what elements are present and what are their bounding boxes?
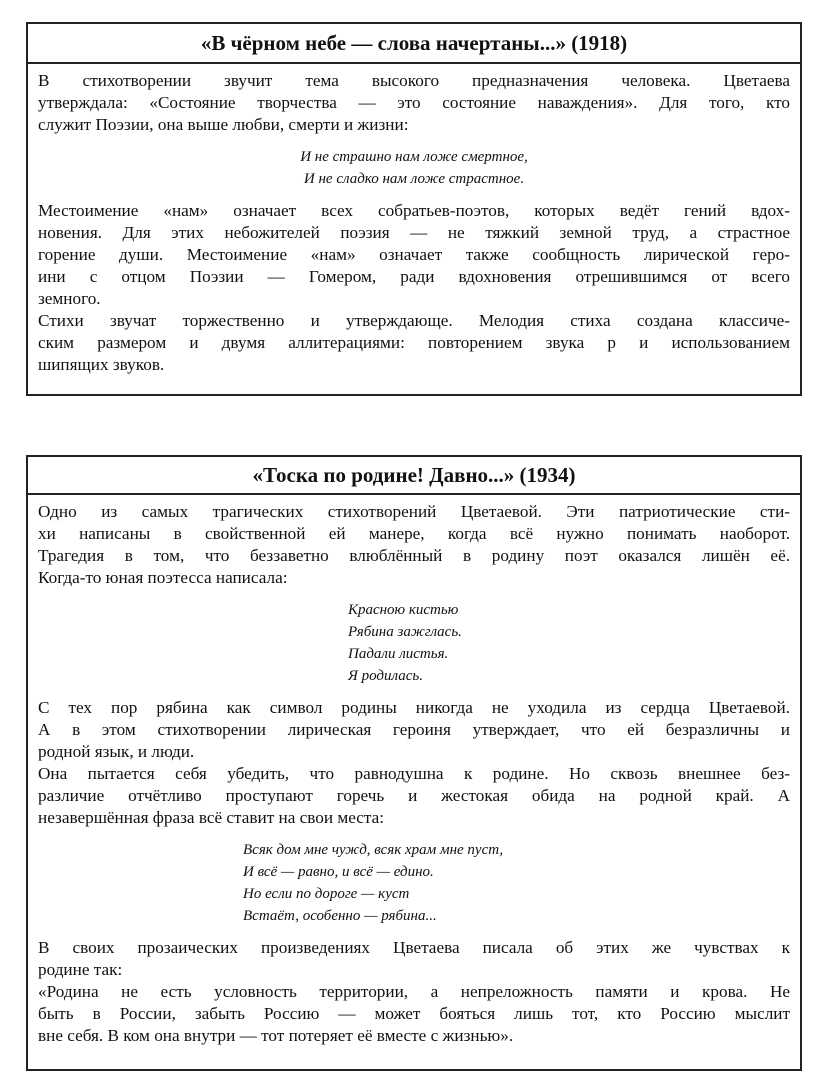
text-line: шипящих звуков. (38, 355, 165, 374)
text-line: различие отчётливо проступают горечь и жестокая обида на родной край. А (38, 786, 790, 805)
text-line: новения. Для этих небожителей поэзия — не тяжкий земной труд, а страстное (38, 223, 790, 242)
text-line: родине так: (38, 960, 123, 979)
text-line: земного. (38, 289, 101, 308)
text-line: В своих прозаических произведениях Цветаева писала об этих же чувствах к (38, 938, 790, 957)
text-line: Одно из самых трагических стихотворений Цветаевой. Эти патриотические сти- (38, 502, 790, 521)
paragraph (38, 70, 790, 136)
text-line: хи написаны в свойственной ей манере, когда всё нужно понимать наоборот. (38, 524, 790, 543)
poem-line: Встаёт, особенно — рябина... (243, 908, 437, 924)
text-line: «Родина не есть условность территории, а непреложность памяти и крова. Не (38, 982, 790, 1001)
poem-quote (38, 599, 790, 687)
section-title: «Тоска по родине! Давно...» (1934) (28, 457, 800, 495)
section-content (28, 64, 800, 376)
poem-line: Всяк дом мне чужд, всяк храм мне пуст, (243, 842, 504, 858)
poem-quote (38, 146, 790, 190)
poem-line: Красною кистью (348, 602, 459, 618)
paragraph (38, 200, 790, 310)
text-line: горение души. Местоимение «нам» означает также сообщность лирической геро- (38, 245, 790, 264)
paragraph (38, 763, 790, 829)
paragraph (38, 501, 790, 589)
text-line: ини с отцом Поэзии — Гомером, ради вдохновения отрешившимся от всего (38, 267, 790, 286)
text-line: Трагедия в том, что беззаветно влюблённый в родину поэт оказался лишён её. (38, 546, 790, 565)
paragraph (38, 697, 790, 763)
text-line: Она пытается себя убедить, что равнодушна к родине. Но сквозь внешнее без- (38, 764, 790, 783)
text-line: вне себя. В ком она внутри — тот потеряет её вместе с жизнью». (38, 1026, 514, 1045)
section-box-1918 (26, 22, 802, 396)
text-line: А в этом стихотворении лирическая героиня утверждает, что ей безразличны и (38, 720, 790, 739)
poem-line: И не сладко нам ложе страстное. (303, 171, 525, 187)
paragraph (38, 310, 790, 376)
text-line: С тех пор рябина как символ родины никогда не уходила из сердца Цветаевой. (38, 698, 790, 717)
poem-line: И всё — равно, и всё — едино. (243, 864, 434, 880)
section-title: «В чёрном небе — слова начертаны...» (1918) (28, 24, 800, 64)
text-line: ским размером и двумя аллитерациями: повторением звука р и использованием (38, 333, 790, 352)
text-line: утверждала: «Состояние творчества — это состояние наваждения». Для того, кто (38, 93, 790, 112)
text-line: родной язык, и люди. (38, 742, 195, 761)
poem-line: Рябина зажглась. (348, 624, 462, 640)
paragraph (38, 937, 790, 981)
text-line: В стихотворении звучит тема высокого предназначения человека. Цветаева (38, 71, 790, 90)
poem-line: И не страшно нам ложе смертное, (300, 149, 528, 165)
poem-line: Но если по дороге — куст (243, 886, 410, 902)
poem-line: Я родилась. (348, 668, 423, 684)
poem-line: Падали листья. (348, 646, 449, 662)
section-box-1934 (26, 455, 802, 1071)
section-content (28, 495, 800, 1047)
text-line: быть в России, забыть Россию — может бояться лишь тот, кто Россию мыслит (38, 1004, 790, 1023)
text-line: Когда-то юная поэтесса написала: (38, 568, 288, 587)
text-line: служит Поэзии, она выше любви, смерти и жизни: (38, 115, 409, 134)
paragraph (38, 981, 790, 1047)
text-line: незавершённая фраза всё ставит на свои места: (38, 808, 385, 827)
text-line: Стихи звучат торжественно и утверждающе. Мелодия стиха создана классиче- (38, 311, 790, 330)
poem-quote (38, 839, 790, 927)
text-line: Местоимение «нам» означает всех собратьев-поэтов, которых ведёт гений вдох- (38, 201, 790, 220)
